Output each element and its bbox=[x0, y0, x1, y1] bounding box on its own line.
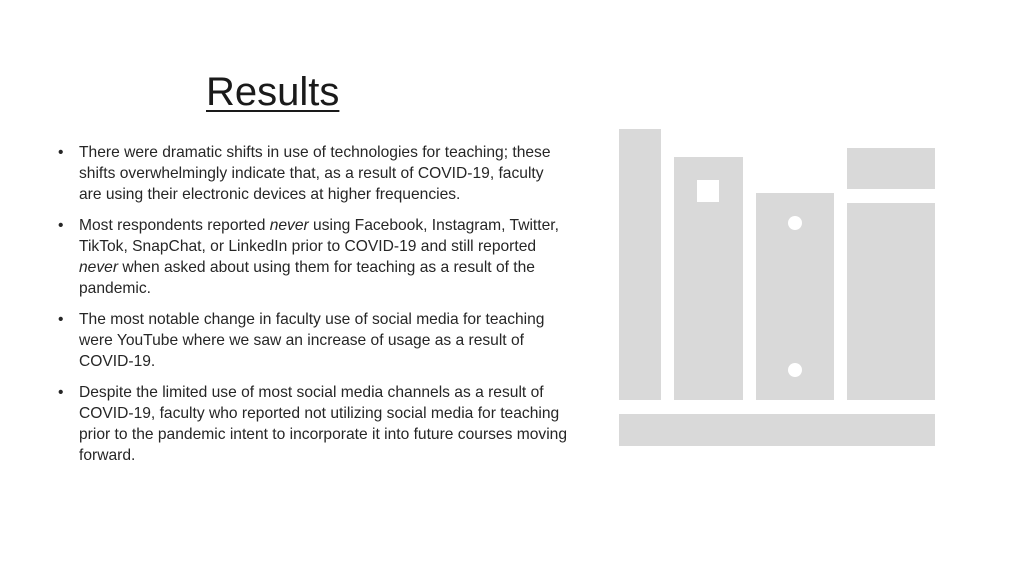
bullet-dot: • bbox=[58, 217, 64, 234]
book-dot-top bbox=[788, 216, 802, 230]
book-flat-top bbox=[847, 148, 935, 189]
bullet-text: There were dramatic shifts in use of technologies for teaching; these shifts overwhelmingly indicate that, as a result of COVID-19, faculty are using their electronic devices at higher frequencies. bbox=[79, 144, 551, 203]
book-label-square bbox=[697, 180, 719, 202]
book-tall bbox=[619, 129, 661, 400]
bullet-dot: • bbox=[58, 144, 64, 161]
emphasis-never: never bbox=[79, 259, 119, 276]
bullet-dot: • bbox=[58, 384, 64, 401]
book-wide bbox=[847, 203, 935, 400]
bullet-text: Most respondents reported never using Facebook, Instagram, Twitter, TikTok, SnapChat, or LinkedIn prior to COVID-19 and still reported never when asked about using them for teaching as a result of the pandemic. bbox=[79, 217, 559, 297]
slide-title: Results bbox=[206, 70, 340, 114]
bullet-dot: • bbox=[58, 311, 64, 328]
emphasis-never: never bbox=[269, 217, 309, 234]
bullet-text: The most notable change in faculty use of social media for teaching were YouTube where we saw an increase of usage as a result of COVID-19. bbox=[79, 311, 545, 370]
shelf bbox=[619, 414, 935, 446]
bullet-text: Despite the limited use of most social media channels as a result of COVID-19, faculty who reported not utilizing social media for teaching prior to the pandemic intent to incorporate it into future courses moving forward. bbox=[79, 384, 567, 464]
book-dot-bottom bbox=[788, 363, 802, 377]
